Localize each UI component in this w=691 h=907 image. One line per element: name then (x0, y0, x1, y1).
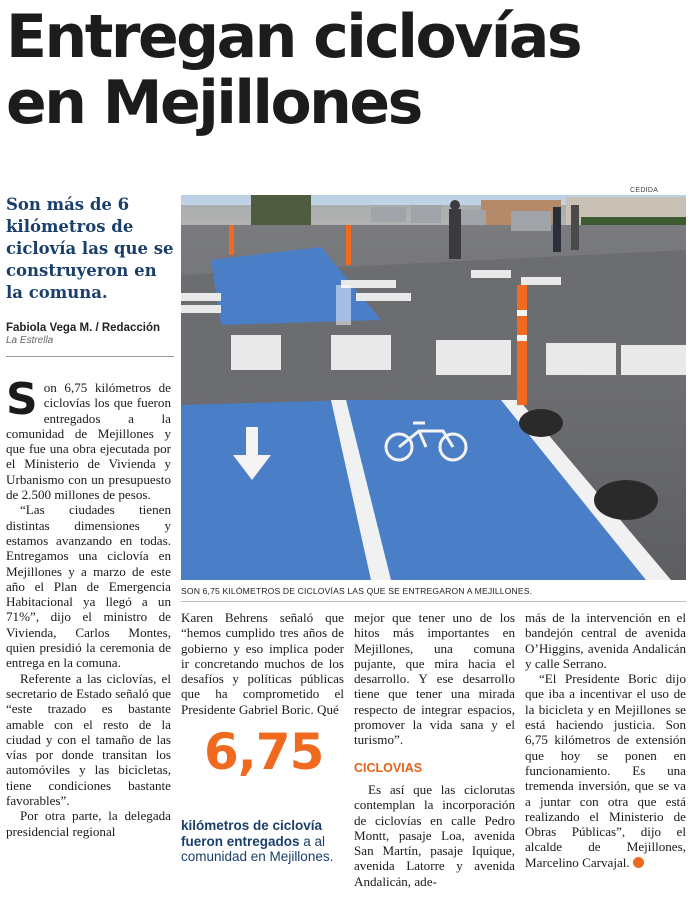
byline (6, 322, 176, 346)
paragraph: Karen Behrens señaló que “hemos cumplido tres años de gobierno y eso implica poder ir concretando muchos de los desafíos y políticas públicas que ha comprometido el Presidente Gabriel Boric. Qué (181, 610, 344, 717)
paragraph: Referente a las ciclovías, el secretario de Estado señaló que “este trazado es bastante amable con el resto de la ciudad y con el tamaño de las vías por donde transitan los automóviles y las bicicletas, tiene condiciones bastante favorables”. (6, 670, 171, 809)
paragraph: Es así que las ciclorutas contemplan la incorporación de ciclovías en calle Pedro Montt, pasaje Loa, avenida San Martín, pasaje Iquique, avenida Latorre y avenida Andalicán, ade- (354, 781, 515, 889)
paragraph: “El Presidente Boric dijo que iba a incentivar el uso de la bicicleta y en Mejillones se está haciendo justicia. Son 6,75 kilómetros de extensión que hoy se ponen en funcionamiento. Es una tremenda inversión, que se va a juntar con otra que está realizando el Ministerio de Obras Públicas”, dijo el alcalde de Mejillones, Marcelino Carvajal. (525, 671, 686, 870)
caption-divider (181, 601, 686, 602)
paragraph: Por otra parte, la delegada presidencial regional (6, 808, 171, 839)
bike-lane-photo (181, 195, 686, 580)
bike-lane-photo-illustration (181, 195, 686, 580)
byline-author: Fabiola Vega M. / Redacción (6, 322, 161, 334)
section-heading: CICLOVIAS (354, 760, 423, 775)
paragraph: “Las ciudades tienen distintas dimensiones y estamos avanzando en todas. Entregamos una ciclovía en Mejillones y a marzo de este año el Plan de Emergencia Habitacional ya llegó a un 71%”, dijo el ministro de Vivienda, Carlos Montes, quien presidió la ceremonia de entrega en la comuna. (6, 502, 171, 671)
headline-line-2: en Mejillones (6, 68, 421, 138)
paragraph: mejor que tener uno de los hitos más importantes en Mejillones, una comuna pujante, que mira hacia el desarrollo. Y ese desarrollo tiene que tener una mirada respecto de integrar espacios, promover la vida sana y el turismo”. (354, 610, 515, 748)
article-column-3 (354, 610, 515, 889)
drop-cap: S (6, 374, 38, 425)
highlight-stat-description: kilómetros de ciclovía fueron entregados a al comunidad en Mejillones. (181, 818, 334, 864)
photo-credit: CEDIDA (630, 187, 659, 194)
paragraph: más de la intervención en el bandejón central de avenida O’Higgins, avenida Andalicán y calle Serrano. (525, 610, 686, 671)
photo-caption: SON 6,75 KILÓMETROS DE CICLOVÍAS LAS QUE SE ENTREGARON A MEJILLONES. (181, 586, 533, 596)
byline-divider (6, 356, 174, 357)
byline-source: La Estrella (6, 335, 54, 346)
article-column-2 (181, 610, 344, 717)
article-column-1 (6, 374, 171, 839)
article-column-4 (525, 610, 686, 870)
paragraph: Son 6,75 kilómetros de ciclovías los que fueron entregados a la comunidad de Mejillones y que fue una obra ejecutada por el Ministerio de Vivienda y Urbanismo con un presupuesto de 2.500 millones de pesos. (6, 374, 171, 503)
highlight-stat-number: 6,75 (204, 723, 324, 781)
headline-line-1: Entregan ciclovías (6, 2, 581, 72)
end-of-article-icon (633, 857, 644, 868)
deck-subtitle: Son más de 6 kilómetros de ciclovía las que se construyeron en la comuna. (6, 195, 174, 302)
headline (6, 4, 686, 136)
